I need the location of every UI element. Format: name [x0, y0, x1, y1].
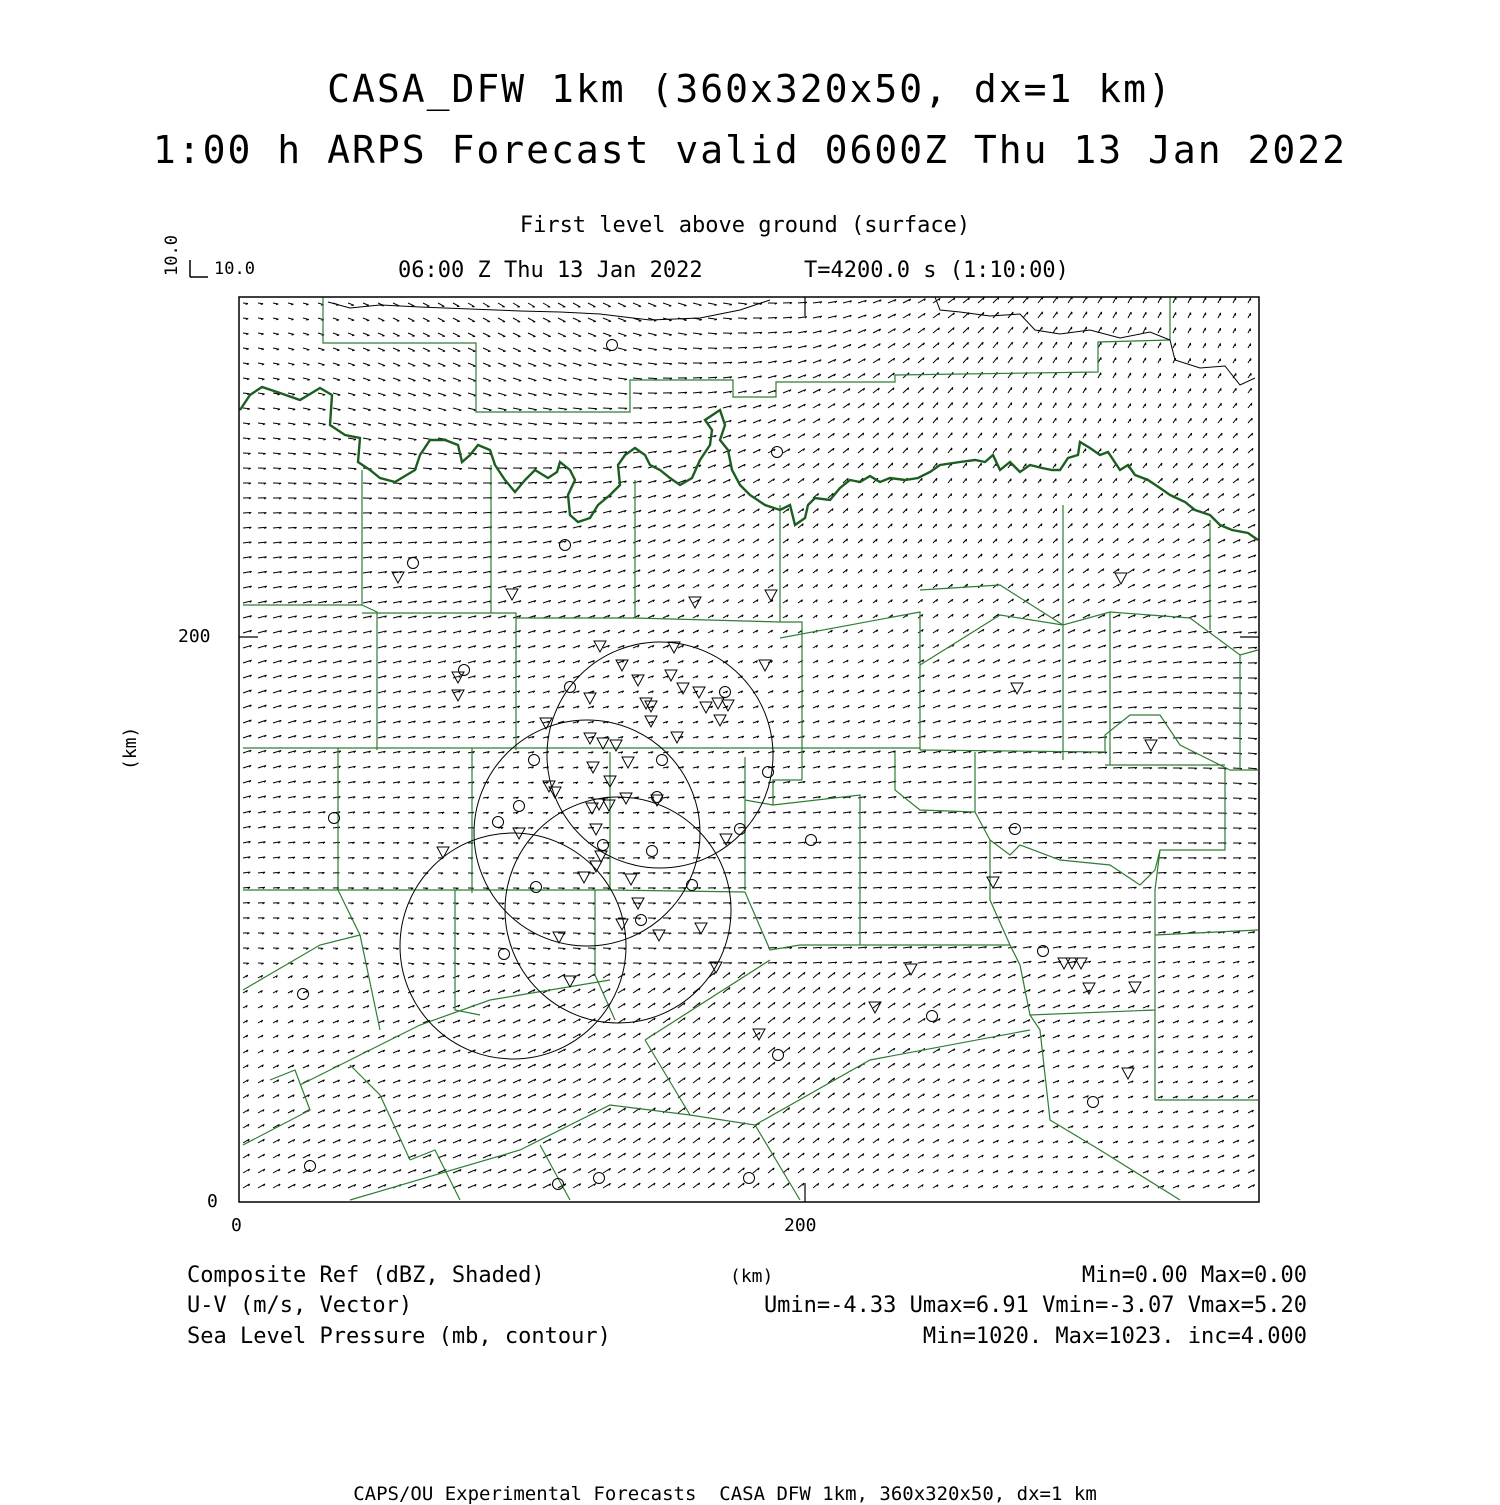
county-boundaries — [243, 297, 1258, 1200]
station-triangle-marker — [905, 964, 917, 975]
station-triangle-marker — [437, 847, 449, 858]
station-triangle-marker — [590, 824, 602, 835]
forecast-valid-title: 1:00 h ARPS Forecast valid 0600Z Thu 13 Jan 2022 — [0, 131, 1500, 169]
station-triangle-marker — [584, 733, 596, 744]
station-circle-marker — [529, 755, 540, 766]
y-tick-200: 200 — [178, 628, 211, 646]
legend-field3-name: Sea Level Pressure (mb, contour) — [187, 1326, 611, 1348]
station-triangle-marker — [610, 740, 622, 751]
station-circle-marker — [594, 1173, 605, 1184]
station-triangle-marker — [595, 851, 607, 862]
valid-time-label: 06:00 Z Thu 13 Jan 2022 — [398, 260, 703, 282]
y-tick-0: 0 — [207, 1193, 218, 1211]
station-circle-marker — [927, 1011, 938, 1022]
station-triangle-marker — [689, 597, 701, 608]
station-triangle-marker — [616, 919, 628, 930]
station-triangle-marker — [1122, 1068, 1134, 1079]
station-triangle-marker — [590, 861, 602, 872]
station-circle-marker — [647, 846, 658, 857]
station-triangle-marker — [653, 930, 665, 941]
station-circle-marker — [298, 989, 309, 1000]
station-triangle-marker — [392, 572, 404, 583]
station-circle-marker — [1010, 824, 1021, 835]
station-triangle-marker — [622, 757, 634, 768]
red-river-boundary — [240, 387, 1258, 540]
station-triangle-marker — [506, 589, 518, 600]
station-circle-marker — [772, 447, 783, 458]
legend-field1-stats: Min=0.00 Max=0.00 — [1082, 1265, 1307, 1287]
station-circle-marker — [744, 1173, 755, 1184]
station-circle-marker — [459, 665, 470, 676]
model-time-label: T=4200.0 s (1:10:00) — [804, 260, 1069, 282]
vector-key-u-label: 10.0 — [214, 261, 255, 278]
station-circle-marker — [735, 824, 746, 835]
station-triangle-marker — [759, 660, 771, 671]
station-triangle-marker — [1011, 683, 1023, 694]
station-circle-marker — [607, 340, 618, 351]
station-circle-marker — [687, 880, 698, 891]
station-triangle-marker — [665, 670, 677, 681]
legend-field1-name: Composite Ref (dBZ, Shaded) — [187, 1265, 545, 1287]
station-circle-marker — [806, 835, 817, 846]
station-triangle-marker — [765, 590, 777, 601]
station-triangle-marker — [695, 923, 707, 934]
station-circle-marker — [636, 915, 647, 926]
axis-ticks — [239, 297, 1259, 1202]
station-circle-marker — [657, 755, 668, 766]
station-circle-marker — [514, 801, 525, 812]
station-triangle-marker — [1145, 740, 1157, 751]
radar-ring — [505, 797, 731, 1023]
station-triangle-marker — [578, 872, 590, 883]
x-axis-label: (km) — [730, 1268, 773, 1286]
station-triangle-marker — [584, 693, 596, 704]
station-circle-marker — [1088, 1097, 1099, 1108]
station-triangle-marker — [1058, 958, 1070, 969]
station-triangle-marker — [603, 800, 615, 811]
x-tick-200: 200 — [784, 1217, 817, 1235]
station-circle-marker — [773, 1050, 784, 1061]
legend-field2-stats: Umin=-4.33 Umax=6.91 Vmin=-3.07 Vmax=5.20 — [764, 1295, 1307, 1317]
station-triangle-marker — [987, 877, 999, 888]
x-tick-0: 0 — [231, 1217, 242, 1235]
station-circle-marker — [408, 558, 419, 569]
footer-credit: CAPS/OU Experimental Forecasts CASA DFW 1km, 360x320x50, dx=1 km — [0, 1485, 1450, 1504]
legend-field2-name: U-V (m/s, Vector) — [187, 1295, 412, 1317]
station-triangle-marker — [722, 700, 734, 711]
station-circle-marker — [499, 949, 510, 960]
vector-key-v-label: 10.0 — [164, 235, 181, 276]
station-circle-marker — [493, 817, 504, 828]
station-triangle-marker — [594, 641, 606, 652]
level-label: First level above ground (surface) — [0, 215, 1490, 237]
station-triangle-marker — [1115, 573, 1127, 584]
vector-key-arrow — [190, 260, 208, 277]
station-triangle-marker — [625, 874, 637, 885]
radar-range-rings — [400, 642, 773, 1059]
plot-title: CASA_DFW 1km (360x320x50, dx=1 km) — [0, 70, 1500, 108]
y-axis-label: (km) — [122, 727, 140, 770]
station-triangle-marker — [714, 715, 726, 726]
station-circle-marker — [531, 882, 542, 893]
map-frame — [239, 297, 1259, 1202]
legend-field3-stats: Min=1020. Max=1023. inc=4.000 — [923, 1326, 1307, 1348]
station-circle-marker — [598, 840, 609, 851]
station-triangle-marker — [597, 738, 609, 749]
